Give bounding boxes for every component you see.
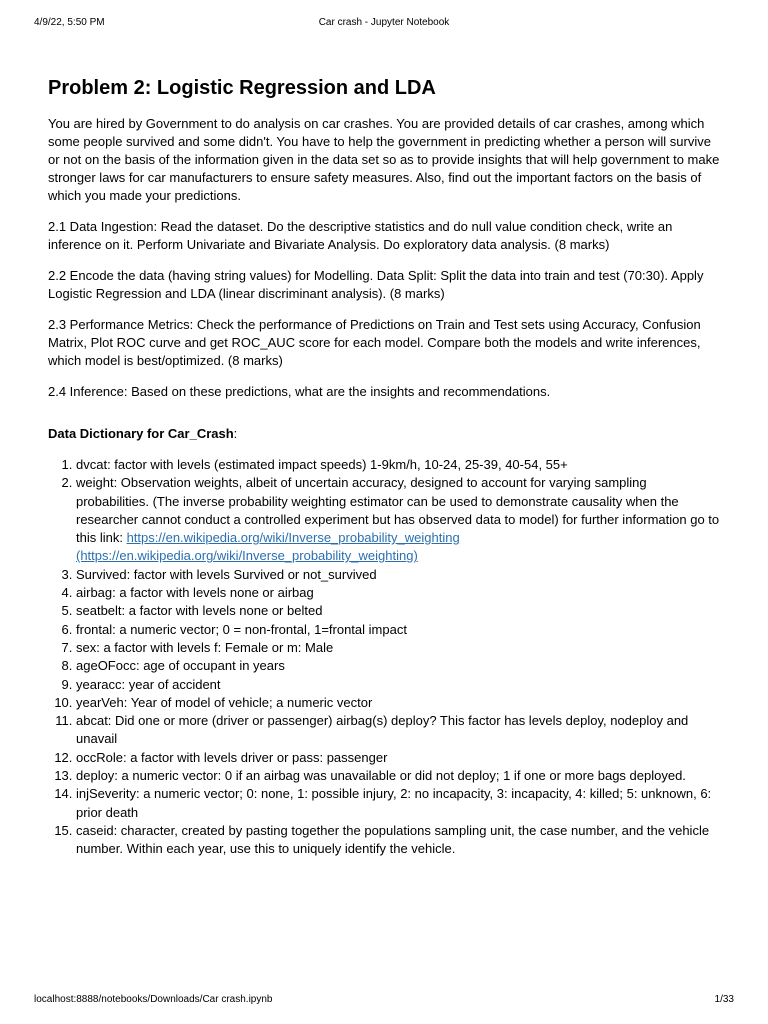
markdown-cell: [48, 74, 720, 859]
list-item-deploy: 13. deploy: a numeric vector: 0 if an airbag was unavailable or did not deploy; 1 if one or more bags deployed.: [76, 767, 720, 785]
wiki-link-parenthetical[interactable]: (https://en.wikipedia.org/wiki/Inverse_probability_weighting): [76, 548, 418, 564]
list-item-airbag: 4. airbag: a factor with levels none or airbag: [76, 584, 720, 602]
list-item-sex: 7. sex: a factor with levels f: Female or m: Male: [76, 639, 720, 657]
data-dictionary-list: [48, 456, 720, 859]
wiki-link[interactable]: https://en.wikipedia.org/wiki/Inverse_probability_weighting: [126, 530, 460, 546]
print-title: Car crash - Jupyter Notebook: [318, 17, 450, 28]
list-item-weight: [76, 474, 720, 565]
task-2-4: 2.4 Inference: Based on these predictions, what are the insights and recommendations.: [48, 384, 551, 399]
print-datetime: 4/9/22, 5:50 PM: [34, 17, 105, 28]
data-dictionary-title: [48, 425, 720, 443]
problem-heading: Problem 2: Logistic Regression and LDA: [48, 77, 436, 99]
list-item-survived: 3. Survived: factor with levels Survived or not_survived: [76, 566, 720, 584]
list-item-frontal: 6. frontal: a numeric vector; 0 = non-frontal, 1=frontal impact: [76, 621, 720, 639]
list-item-abcat: 11. abcat: Did one or more (driver or passenger) airbag(s) deploy? This factor has levels deploy, nodeploy and unavail: [76, 712, 720, 749]
list-item-yearveh: 10. yearVeh: Year of model of vehicle; a numeric vector: [76, 694, 720, 712]
task-2-2: 2.2 Encode the data (having string values) for Modelling. Data Split: Split the data into train and test (70:30). Apply Logistic Regression and LDA (linear discriminant analysis). (8 marks): [48, 268, 704, 301]
weight-text: weight: Observation weights, albeit of uncertain accuracy, designed to account for varying sampling probabilities. (The inverse probability weighting estimator can be used to demonstrate causality when the researcher cannot conduct a controlled experiment but has observed data to model) for further information go to this link:: [76, 475, 720, 546]
data-dictionary-title-text: Data Dictionary for Car_Crash: [48, 426, 234, 441]
list-item-ageofocc: 8. ageOFocc: age of occupant in years: [76, 657, 720, 675]
task-2-3: 2.3 Performance Metrics: Check the performance of Predictions on Train and Test sets using Accuracy, Confusion Matrix, Plot ROC curve and get ROC_AUC score for each model. Compare both the models and write inferences, which model is best/optimized. (8 marks): [48, 317, 701, 368]
list-item-occrole: 12. occRole: a factor with levels driver or pass: passenger: [76, 749, 720, 767]
print-url: localhost:8888/notebooks/Downloads/Car crash.ipynb: [34, 994, 273, 1005]
intro-paragraph: You are hired by Government to do analysis on car crashes. You are provided details of car crashes, among which some people survived and some didn't. You have to help the government in predicting whether a person will survive or not on the basis of the information given in the data set so as to provide insights that will help government to make stronger laws for car manufacturers to ensure safety measures. Also, find out the important factors on the basis of which you made your predictions.: [48, 116, 720, 203]
list-item-seatbelt: 5. seatbelt: a factor with levels none or belted: [76, 602, 720, 620]
list-item-dvcat: 1. dvcat: factor with levels (estimated impact speeds) 1-9km/h, 10-24, 25-39, 40-54, 55+: [76, 456, 720, 474]
page-number: 1/33: [714, 994, 734, 1005]
list-item-caseid: 15. caseid: character, created by pasting together the populations sampling unit, the case number, and the vehicle number. Within each year, use this to uniquely identify the vehicle.: [76, 822, 720, 859]
task-2-1: 2.1 Data Ingestion: Read the dataset. Do the descriptive statistics and do null value condition check, write an inference on it. Perform Univariate and Bivariate Analysis. Do exploratory data analysis. (8 marks): [48, 219, 673, 252]
data-dictionary-colon: :: [233, 426, 238, 441]
list-item-yearacc: 9. yearacc: year of accident: [76, 676, 720, 694]
list-item-injseverity: 14. injSeverity: a numeric vector; 0: none, 1: possible injury, 2: no incapacity, 3: incapacity, 4: killed; 5: unknown, 6: prior death: [76, 785, 720, 822]
